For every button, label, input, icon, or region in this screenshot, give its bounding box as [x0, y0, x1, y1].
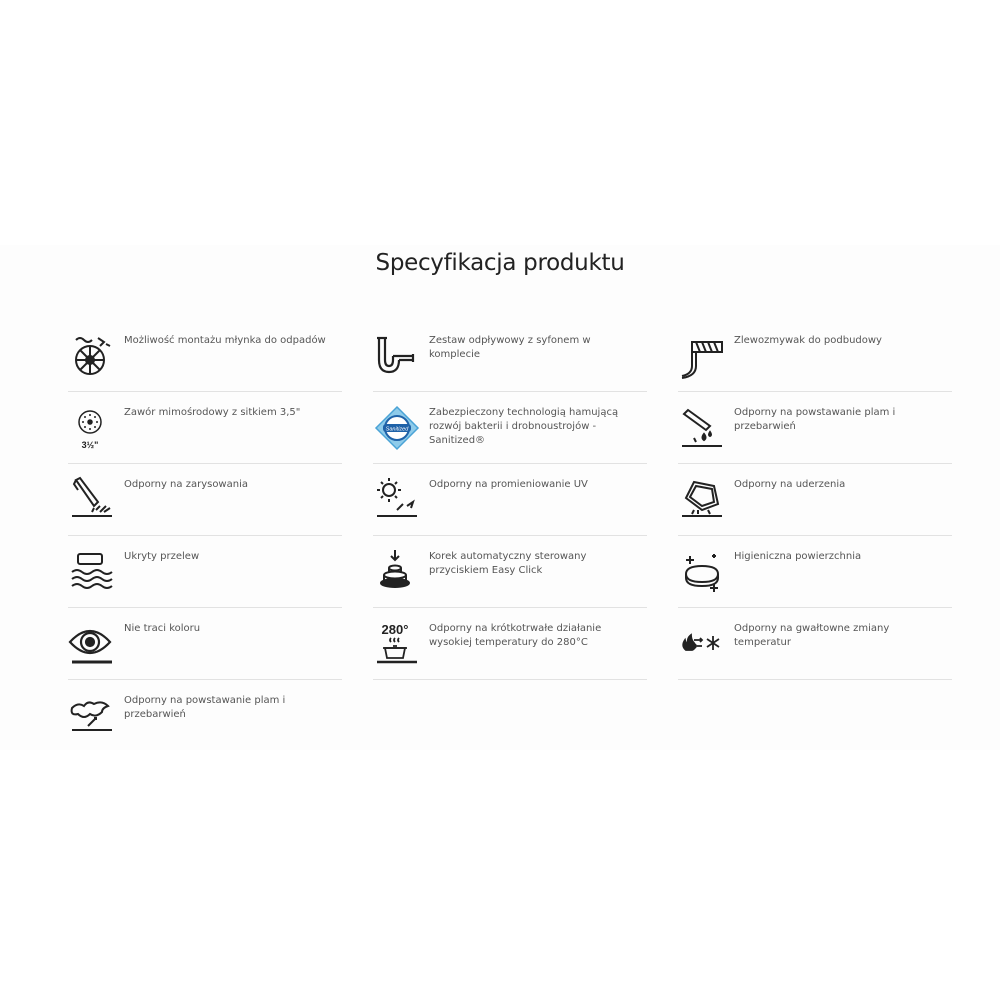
feature-row [68, 320, 952, 392]
strainer-valve-icon [68, 404, 116, 452]
splash-stain-icon [68, 692, 116, 740]
feature-row [68, 392, 952, 464]
feature-item [678, 320, 952, 392]
feature-row [68, 536, 952, 608]
siphon-pipe-icon [373, 332, 421, 380]
feature-label: Zestaw odpływowy z syfonem w komplecie [429, 335, 591, 360]
feature-label: Zlewozmywak do podbudowy [734, 335, 882, 346]
feature-item [68, 320, 342, 392]
feature-label: Ukryty przelew [124, 551, 200, 562]
feature-label: Korek automatyczny sterowany przyciskiem Easy Click [429, 551, 587, 576]
feature-row [68, 608, 952, 680]
feature-item [373, 464, 647, 536]
feature-label: Higieniczna powierzchnia [734, 551, 862, 562]
heat-resistant-icon [373, 620, 421, 668]
feature-item [68, 608, 342, 680]
sanitized-badge-icon [373, 404, 421, 452]
feature-item [68, 392, 342, 464]
easy-click-plug-icon [373, 548, 421, 596]
hidden-overflow-icon [68, 548, 116, 596]
uv-resistant-icon [373, 476, 421, 524]
feature-item [373, 608, 647, 680]
feature-label: Odporny na powstawanie plam i przebarwień [734, 407, 896, 432]
thermal-shock-icon [678, 620, 726, 668]
feature-item [68, 536, 342, 608]
feature-item [68, 464, 342, 536]
feature-label: Możliwość montażu młynka do odpadów [124, 335, 326, 346]
feature-item [68, 680, 342, 752]
strainer-size-text: 3½" [81, 440, 99, 450]
feature-label: Odporny na zarysowania [124, 479, 248, 490]
feature-label: Odporny na krótkotrwałe działanie wysokiej temperatury do 280°C [429, 623, 602, 648]
stain-resistant-icon [678, 404, 726, 452]
feature-label: Odporny na gwałtowne zmiany temperatur [734, 623, 890, 648]
feature-item [678, 392, 952, 464]
sanitized-logo-text: Sanitized [385, 426, 409, 433]
feature-label: Odporny na promieniowanie UV [429, 479, 588, 490]
feature-label: Nie traci koloru [124, 623, 201, 634]
feature-label: Odporny na uderzenia [734, 479, 846, 490]
page-title: Specyfikacja produktu [375, 250, 625, 276]
feature-item [678, 464, 952, 536]
feature-item [678, 536, 952, 608]
garbage-disposal-icon [68, 332, 116, 380]
feature-row [68, 464, 952, 536]
undermount-sink-icon [678, 332, 726, 380]
feature-row [68, 680, 952, 752]
feature-grid [68, 320, 952, 752]
colorfast-eye-icon [68, 620, 116, 668]
hygienic-surface-icon [678, 548, 726, 596]
feature-label: Zabezpieczony technologią hamującą rozwój bakterii i drobnoustrojów - Sanitized® [429, 407, 619, 446]
temperature-text: 280° [381, 622, 409, 637]
feature-item [373, 392, 647, 464]
feature-item [373, 536, 647, 608]
feature-item [678, 608, 952, 680]
feature-item [373, 320, 647, 392]
scratch-resistant-icon [68, 476, 116, 524]
feature-label: Odporny na powstawanie plam i przebarwień [124, 695, 286, 720]
feature-label: Zawór mimośrodowy z sitkiem 3,5" [124, 407, 301, 418]
impact-resistant-icon [678, 476, 726, 524]
